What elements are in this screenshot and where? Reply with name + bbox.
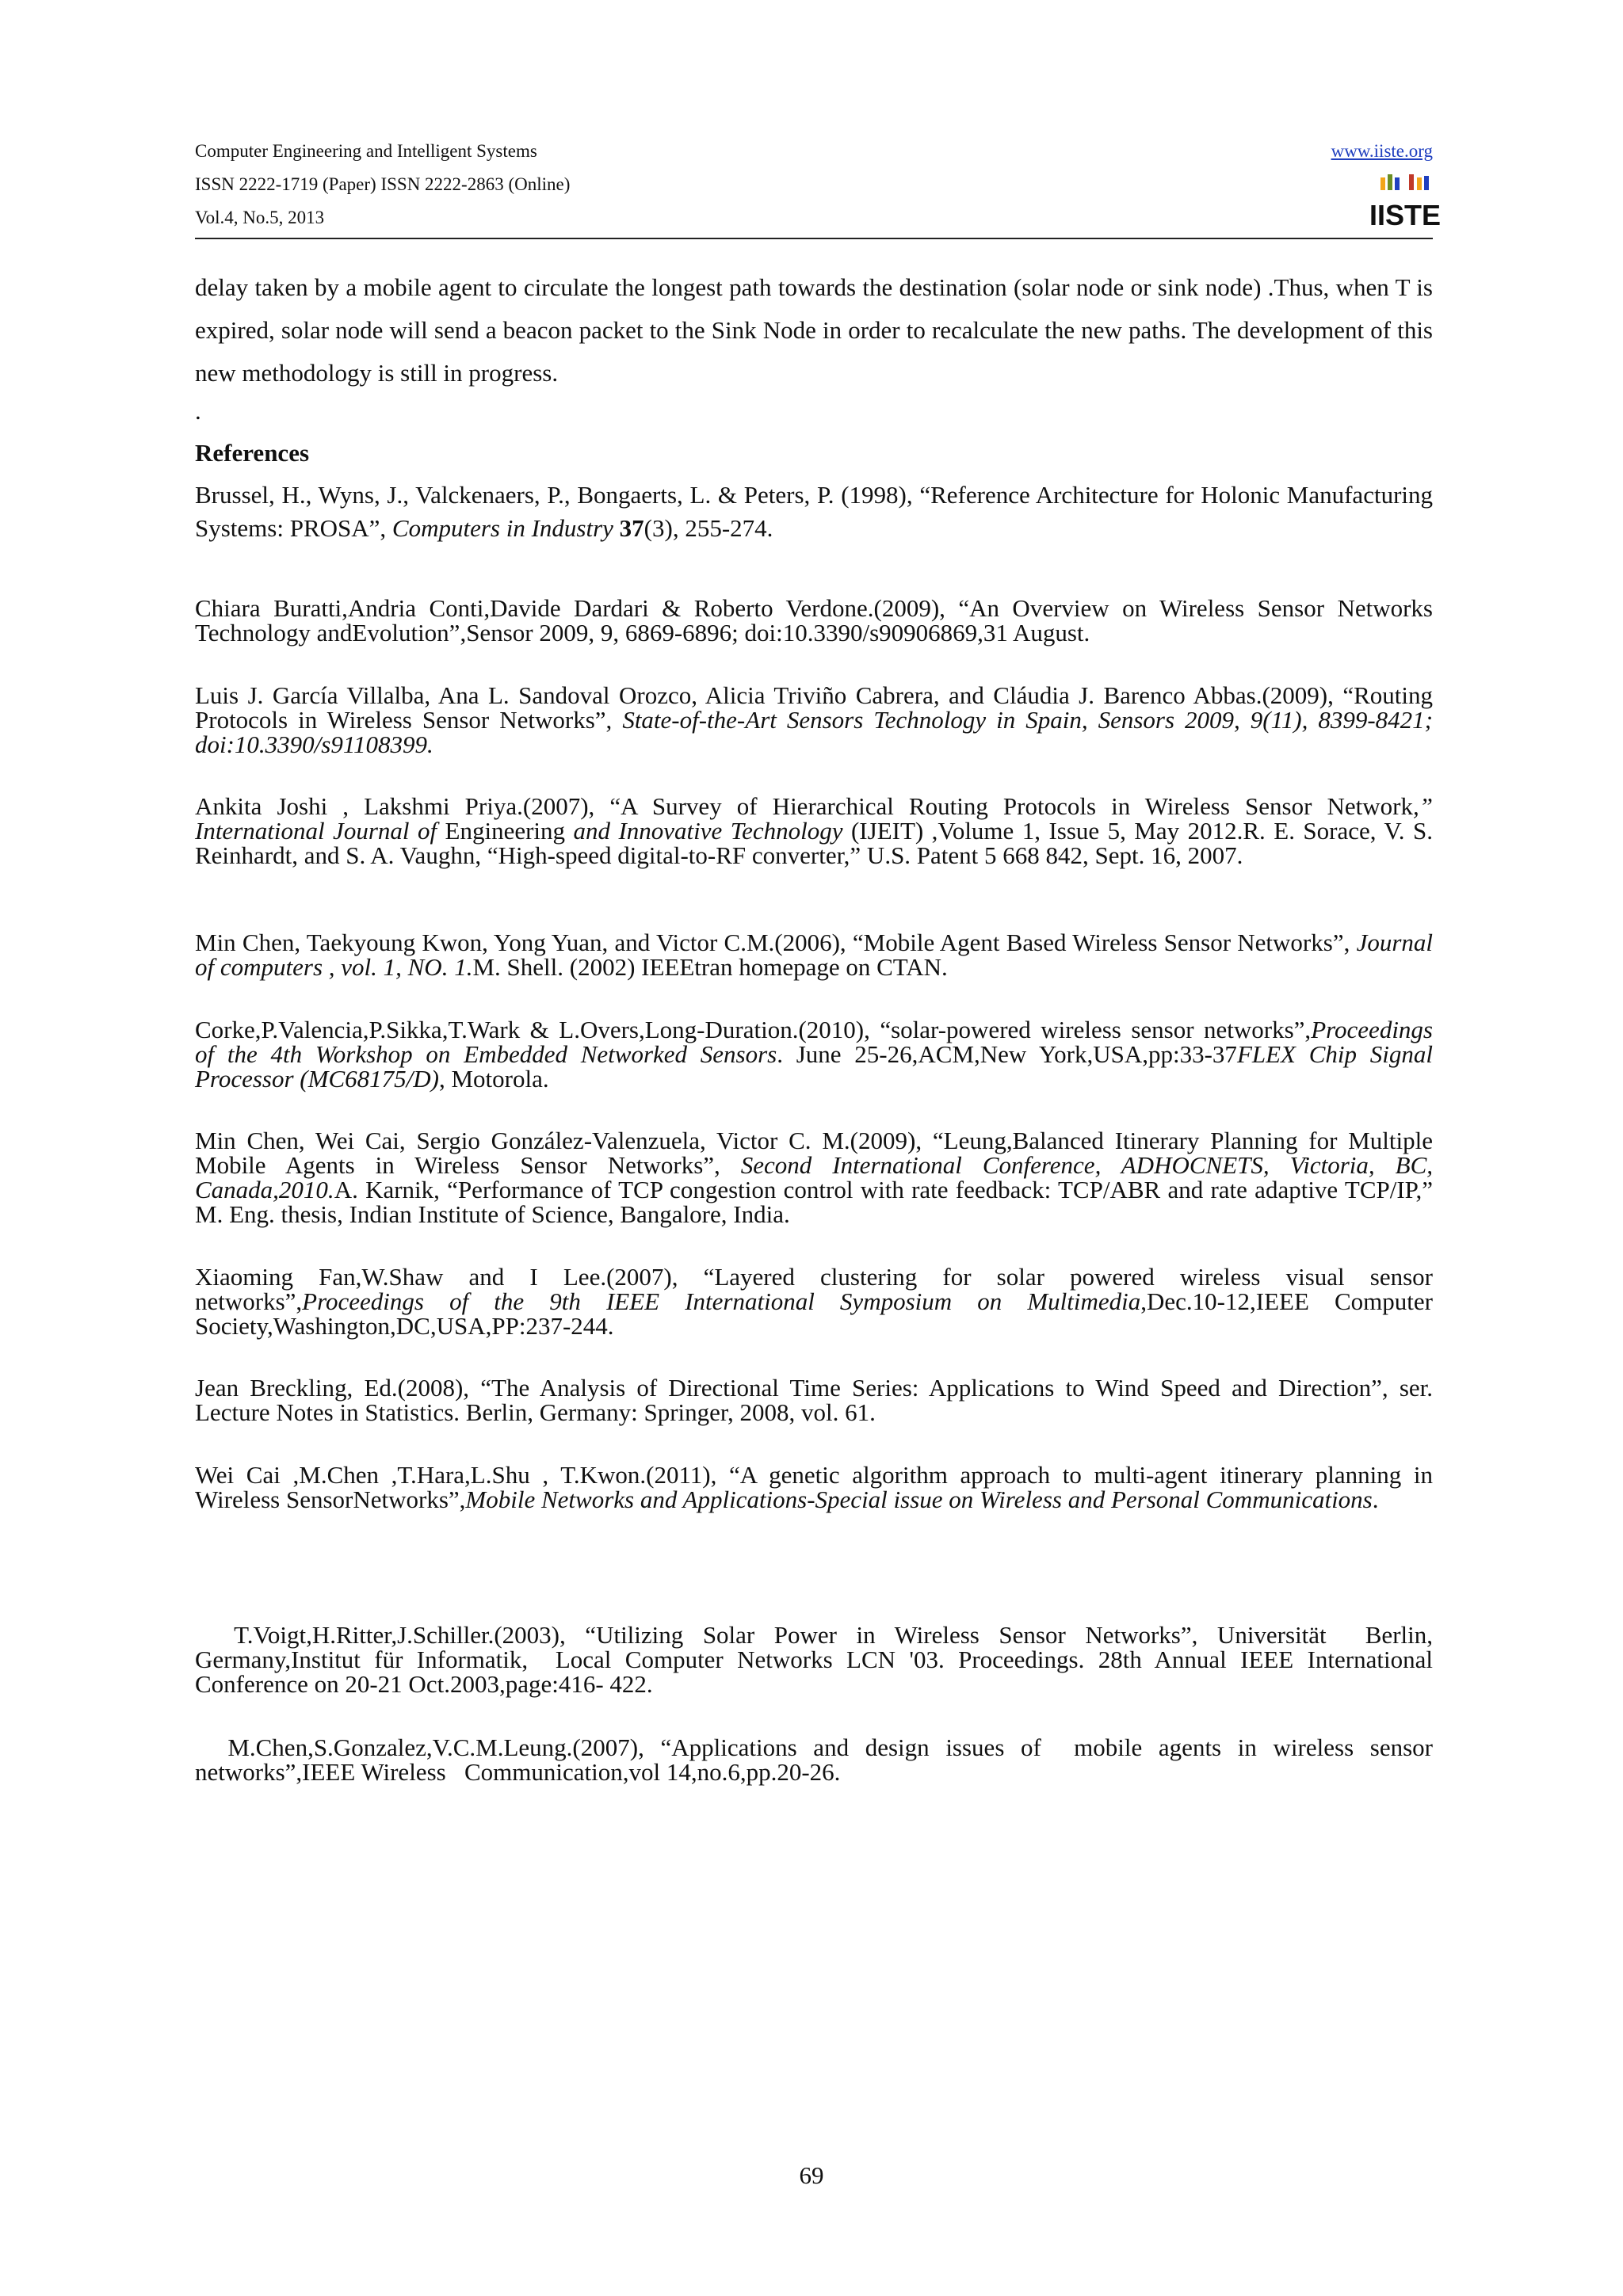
- volume-line: Vol.4, No.5, 2013: [195, 208, 325, 227]
- reference-item-10: Wei Cai ,M.Chen ,T.Hara,L.Shu , T.Kwon.(2011), “A genetic algorithm approach to multi-agent itinerary planning in Wireless SensorNetworks”,Mobile Networks and Applications-Special issue on Wireless and Personal Communications.: [195, 1461, 1433, 1513]
- logo-text: IISTE: [1369, 199, 1442, 231]
- references-heading: References: [195, 439, 310, 467]
- issn-line: ISSN 2222-1719 (Paper) ISSN 2222-2863 (Online): [195, 174, 571, 194]
- stray-dot: .: [195, 397, 201, 425]
- journal-name: Computer Engineering and Intelligent Systems: [195, 141, 537, 161]
- page-number: 69: [799, 2161, 824, 2189]
- iiste-logo: [1369, 173, 1442, 231]
- reference-item-12: M.Chen,S.Gonzalez,V.C.M.Leung.(2007), “Applications and design issues of mobile agents in wireless sensor networks”,IEEE Wireless Communication,vol 14,no.6,pp.20-26.: [195, 1733, 1439, 1786]
- reference-item-8: Xiaoming Fan,W.Shaw and I Lee.(2007), “Layered clustering for solar powered wireless visual sensor networks”,Proceedings of the 9th IEEE International Symposium on Multimedia,Dec.10-12,IEEE Computer Society,Washington,DC,USA,PP:237-244.: [195, 1263, 1433, 1340]
- reference-item-9: Jean Breckling, Ed.(2008), “The Analysis of Directional Time Series: Applications to Wind Speed and Direction”, ser. Lecture Notes in Statistics. Berlin, Germany: Springer, 2008, vol. 61.: [195, 1374, 1433, 1426]
- journal-url-link[interactable]: www.iiste.org: [1331, 141, 1433, 161]
- reference-item-7: Min Chen, Wei Cai, Sergio González-Valenzuela, Victor C. M.(2009), “Leung,Balanced Itinerary Planning for Multiple Mobile Agents in Wireless Sensor Networks”, Second International Conference, ADHOCNETS, Victoria, BC, Canada,2010.A. Karnik, “Performance of TCP congestion control with rate feedback: TCP/ABR and rate adaptive TCP/IP,” M. Eng. thesis, Indian Institute of Science, Bangalore, India.: [195, 1127, 1433, 1228]
- reference-item-4: Ankita Joshi , Lakshmi Priya.(2007), “A Survey of Hierarchical Routing Protocols in Wireless Sensor Network,” International Journal of Engineering and Innovative Technology (IJEIT) ,Volume 1, Issue 5, May 2012.R. E. Sorace, V. S. Reinhardt, and S. A. Vaughn, “High-speed digital-to-RF converter,” U.S. Patent 5 668 842, Sept. 16, 2007.: [195, 792, 1433, 869]
- reference-item-5: Min Chen, Taekyoung Kwon, Yong Yuan, and Victor C.M.(2006), “Mobile Agent Based Wireless Sensor Networks”, Journal of computers , vol. 1, NO. 1.M. Shell. (2002) IEEEtran homepage on CTAN.: [195, 929, 1433, 981]
- reference-item-11: T.Voigt,H.Ritter,J.Schiller.(2003), “Utilizing Solar Power in Wireless Sensor Networks”, Universität Berlin, Germany,Institut für Informatik, Local Computer Networks LCN '03. Proceedings. 28th Annual IEEE International Conference on 20-21 Oct.2003,page:416- 422.: [195, 1621, 1439, 1698]
- reference-item-6: Corke,P.Valencia,P.Sikka,T.Wark & L.Overs,Long-Duration.(2010), “solar-powered wireless sensor networks”,Proceedings of the 4th Workshop on Embedded Networked Sensors. June 25-26,ACM,New York,USA,pp:33-37FLEX Chip Signal Processor (MC68175/D), Motorola.: [195, 1016, 1433, 1093]
- reference-item-2: Chiara Buratti,Andria Conti,Davide Dardari & Roberto Verdone.(2009), “An Overview on Wireless Sensor Networks Technology andEvolution”,Sensor 2009, 9, 6869-6896; doi:10.3390/s90906869,31 August.: [195, 594, 1433, 646]
- header-divider: [195, 238, 1433, 239]
- reference-item-1: Brussel, H., Wyns, J., Valckenaers, P., Bongaerts, L. & Peters, P. (1998), “Reference Architecture for Holonic Manufacturing Systems: PROSA”, Computers in Industry 37(3), 255-274.: [195, 481, 1433, 542]
- reference-item-3: Luis J. García Villalba, Ana L. Sandoval Orozco, Alicia Triviño Cabrera, and Cláudia J. Barenco Abbas.(2009), “Routing Protocols in Wireless Sensor Networks”, State-of-the-Art Sensors Technology in Spain, Sensors 2009, 9(11), 8399-8421; doi:10.3390/s91108399.: [195, 681, 1434, 758]
- body-paragraph: delay taken by a mobile agent to circulate the longest path towards the destination (solar node or sink node) .Thus, when T is expired, solar node will send a beacon packet to the Sink Node in order to recalculate the new paths. The development of this new methodology is still in progress.: [195, 273, 1433, 387]
